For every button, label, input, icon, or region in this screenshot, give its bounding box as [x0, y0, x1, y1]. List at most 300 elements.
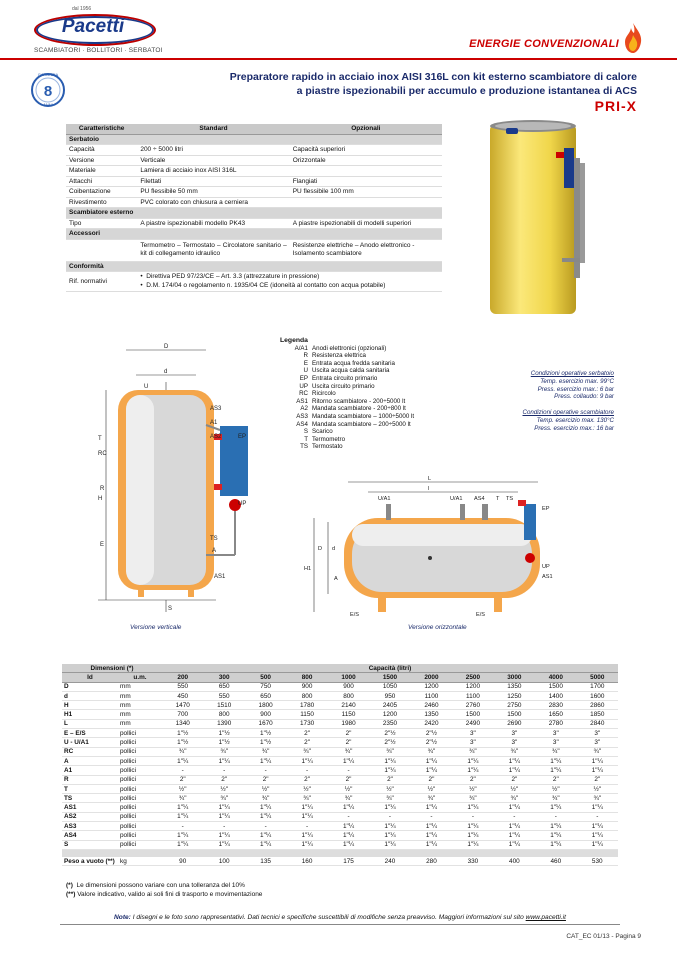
- dim-value: 2840: [577, 719, 618, 728]
- legend-item: [280, 398, 414, 406]
- brand-logo[interactable]: [28, 6, 163, 58]
- legend-title: Legenda: [280, 337, 308, 344]
- cell: Coibentazione: [66, 187, 137, 198]
- dim-value: -: [452, 812, 493, 821]
- legend-desc: Ritorno scambiatore - 200÷5000 lt: [312, 397, 406, 405]
- horizontal-caption: Versione orizzontale: [408, 624, 467, 631]
- dim-value: 1"¼: [535, 766, 576, 775]
- dim-value: 3": [535, 729, 576, 738]
- row-id: Peso a vuoto (**): [62, 857, 118, 866]
- features-section-row: [66, 134, 442, 145]
- dim-value: ¾": [577, 747, 618, 756]
- section-title: ENERGIE CONVENZIONALI: [469, 38, 619, 50]
- v-label-AS1: AS1: [214, 574, 226, 580]
- legend-item: [280, 367, 414, 375]
- features-section-row: [66, 208, 442, 219]
- cell: Flangiati: [290, 176, 442, 187]
- dim-value: 1"¼: [369, 840, 410, 849]
- cell: Verticale: [137, 155, 289, 166]
- dim-value: 2": [286, 775, 327, 784]
- dim-value: 1"¼: [494, 822, 535, 831]
- dim-value: 1"¼: [369, 803, 410, 812]
- dim-value: 3": [535, 738, 576, 747]
- legend-item: [280, 428, 414, 436]
- capacity-col: 2500: [452, 673, 493, 682]
- dim-value: 1"½: [245, 729, 286, 738]
- h-label-EP: EP: [542, 506, 550, 512]
- h-label-D: D: [318, 546, 323, 552]
- features-row: [66, 218, 442, 229]
- operating-conditions: [470, 370, 614, 433]
- features-table: [66, 124, 442, 292]
- dim-value: 2405: [369, 701, 410, 710]
- dim-value: 2": [577, 775, 618, 784]
- dim-value: -: [245, 822, 286, 831]
- dimensions-row: [62, 710, 618, 719]
- cell: Materiale: [66, 166, 137, 177]
- legend-key: AS3: [296, 412, 308, 420]
- dim-value: 1510: [203, 701, 244, 710]
- dim-value: 2140: [328, 701, 369, 710]
- rif-item: • D.M. 174/04 o regolamento n. 1935/04 CE (idoneità al contatto con acqua potabile): [140, 281, 386, 289]
- row-id: U - U/A1: [62, 738, 118, 747]
- dim-value: 3": [577, 738, 618, 747]
- capacity-header: Capacità (litri): [162, 664, 618, 673]
- v-label-TS: TS: [210, 536, 218, 542]
- dim-value: 550: [162, 682, 203, 691]
- v-label-EP: EP: [238, 434, 247, 440]
- legend-key: U: [303, 367, 308, 375]
- dim-value: 1"½: [203, 729, 244, 738]
- capacity-col: 1500: [369, 673, 410, 682]
- legend-key: A/A1: [294, 344, 308, 352]
- dim-value: 2"½: [369, 729, 410, 738]
- dim-value: 650: [203, 682, 244, 691]
- cell: Lamiera di acciaio inox AISI 316L: [137, 166, 289, 177]
- v-label-H: H: [98, 496, 103, 502]
- legend-item: [280, 360, 414, 368]
- dim-value: 1050: [369, 682, 410, 691]
- legend-desc: Mandata scambiatore – 200÷5000 lt: [312, 420, 411, 428]
- dim-value: ¾": [535, 747, 576, 756]
- dim-value: 1150: [328, 710, 369, 719]
- dim-value: 1600: [577, 691, 618, 700]
- dim-value: 3": [494, 729, 535, 738]
- v-label-A: A: [212, 548, 217, 554]
- dim-value: ½": [452, 784, 493, 793]
- dim-value: 1"½: [203, 738, 244, 747]
- dim-value: 1"¼: [328, 756, 369, 765]
- dim-value: ¾": [494, 747, 535, 756]
- legend-desc: Uscita circuito primario: [312, 382, 375, 390]
- dim-value: 90: [162, 857, 203, 866]
- dim-value: 1780: [286, 701, 327, 710]
- dim-value: ¾": [411, 747, 452, 756]
- row-id: L: [62, 719, 118, 728]
- dim-value: 1"¼: [452, 822, 493, 831]
- features-row: [66, 166, 442, 177]
- logo-text: Pacetti: [61, 16, 125, 37]
- dim-value: 1850: [577, 710, 618, 719]
- dim-value: 1500: [494, 710, 535, 719]
- cell: Tipo: [66, 218, 137, 229]
- dim-value: -: [203, 766, 244, 775]
- v-label-AS3: AS3: [210, 406, 222, 412]
- dim-value: 1980: [328, 719, 369, 728]
- dim-value: 240: [369, 857, 410, 866]
- dimensions-row: [62, 719, 618, 728]
- cell: [290, 197, 442, 208]
- dim-value: 1100: [452, 691, 493, 700]
- dim-value: ¾": [535, 794, 576, 803]
- legend-key: T: [304, 435, 308, 443]
- dim-value: 1"¼: [286, 840, 327, 849]
- dim-value: ¾": [452, 747, 493, 756]
- legend-key: A2: [300, 405, 308, 413]
- dim-value: 2"½: [411, 729, 452, 738]
- dim-value: 800: [203, 710, 244, 719]
- dim-value: ¾": [411, 794, 452, 803]
- dim-value: 2780: [535, 719, 576, 728]
- dim-value: 750: [245, 682, 286, 691]
- footnote-text: Valore indicativo, valido ai soli fini di trasporto e movimentazione: [77, 890, 263, 898]
- legend-item: [280, 352, 414, 360]
- features-section-row: [66, 261, 442, 272]
- dim-value: 1"½: [162, 729, 203, 738]
- dim-value: 2": [203, 775, 244, 784]
- dim-value: 2": [162, 775, 203, 784]
- dim-value: 100: [203, 857, 244, 866]
- dim-value: 1"¼: [162, 812, 203, 821]
- dim-value: 700: [162, 710, 203, 719]
- dimensions-row: [62, 857, 618, 866]
- dim-value: 1"¼: [203, 812, 244, 821]
- row-unit: mm: [118, 719, 162, 728]
- h-label-UA1-2: U/A1: [450, 496, 463, 502]
- website-link[interactable]: www.pacetti.it: [525, 914, 566, 921]
- dim-value: 1"¼: [494, 756, 535, 765]
- dim-value: ½": [328, 784, 369, 793]
- dim-value: ¾": [328, 794, 369, 803]
- dimensions-row: [62, 766, 618, 775]
- legend-key: RC: [299, 390, 308, 398]
- dim-value: 1"¼: [452, 766, 493, 775]
- dim-value: ½": [286, 784, 327, 793]
- legend-desc: Resistenza elettrica: [312, 352, 366, 360]
- dim-value: -: [369, 812, 410, 821]
- features-header: Opzionali: [290, 124, 442, 134]
- dimensions-row: [62, 691, 618, 700]
- h-label-AS4: AS4: [474, 496, 485, 502]
- cell: [66, 239, 137, 261]
- dimensions-table: [62, 664, 618, 866]
- dim-value: 1500: [452, 710, 493, 719]
- dim-value: 1"¼: [203, 840, 244, 849]
- cell: Orizzontale: [290, 155, 442, 166]
- dim-value: 1"½: [162, 738, 203, 747]
- header-divider: [0, 58, 677, 60]
- dim-value: ¾": [286, 747, 327, 756]
- dim-value: 1"¼: [328, 840, 369, 849]
- dim-value: 1200: [411, 682, 452, 691]
- dim-value: 1340: [162, 719, 203, 728]
- legend-key: UP: [299, 382, 308, 390]
- dim-value: 1"¼: [162, 840, 203, 849]
- dim-value: -: [411, 812, 452, 821]
- exchanger-conditions-title: Condizioni operative scambiatore: [522, 409, 614, 417]
- row-unit: mm: [118, 710, 162, 719]
- row-unit: pollici: [118, 822, 162, 831]
- dim-value: 1"¼: [162, 756, 203, 765]
- spacer-cell: [62, 849, 618, 857]
- dim-value: 1"¼: [452, 831, 493, 840]
- dim-value: 800: [328, 691, 369, 700]
- legend: [280, 337, 414, 451]
- dim-value: -: [535, 812, 576, 821]
- footnote-mark: (**): [66, 890, 76, 898]
- dim-value: 2": [328, 775, 369, 784]
- dim-value: 3": [577, 729, 618, 738]
- dim-value: 2"½: [411, 738, 452, 747]
- v-label-AS2: AS2: [210, 434, 222, 440]
- features-row: [66, 197, 442, 208]
- warranty-badge: [30, 68, 66, 112]
- features-row: [66, 145, 442, 156]
- row-unit: pollici: [118, 784, 162, 793]
- dim-value: 3": [494, 738, 535, 747]
- dim-value: 2460: [411, 701, 452, 710]
- dim-value: 1"¼: [452, 840, 493, 849]
- row-unit: pollici: [118, 831, 162, 840]
- dim-value: 1"¼: [245, 831, 286, 840]
- legend-item: [280, 383, 414, 391]
- cell: Rivestimento: [66, 197, 137, 208]
- h-label-l: l: [428, 486, 430, 492]
- dim-value: 1"¼: [286, 756, 327, 765]
- dim-value: 1"¼: [245, 840, 286, 849]
- dim-value: -: [328, 766, 369, 775]
- row-id: H1: [62, 710, 118, 719]
- dim-value: 1"¼: [535, 840, 576, 849]
- dim-value: -: [245, 766, 286, 775]
- legend-key: EP: [299, 374, 308, 382]
- dim-value: 1"¼: [411, 840, 452, 849]
- dim-value: 2690: [494, 719, 535, 728]
- legend-desc: Termometro: [312, 435, 346, 443]
- vertical-diagram: [88, 330, 278, 630]
- dim-value: 3": [452, 729, 493, 738]
- dim-value: 1"¼: [369, 831, 410, 840]
- legend-desc: Mandata scambiatore - 200÷800 lt: [312, 405, 406, 413]
- dim-value: 1500: [535, 682, 576, 691]
- row-id: S: [62, 840, 118, 849]
- logo-since: dal 1956: [72, 6, 92, 12]
- cell: Filettati: [137, 176, 289, 187]
- capacity-col: 4000: [535, 673, 576, 682]
- section-scambiatore: Scambiatore esterno: [66, 208, 442, 219]
- h-label-T: T: [496, 496, 500, 502]
- dimensions-row: [62, 812, 618, 821]
- flame-icon: [622, 22, 644, 54]
- cell-accessori-std: Termometro – Termostato – Circolatore sanitario – kit di collegamento idraulico: [137, 239, 289, 261]
- capacity-col: 5000: [577, 673, 618, 682]
- row-unit: kg: [118, 857, 162, 866]
- tank-condition: Press. collaudo: 9 bar: [554, 393, 614, 401]
- dim-value: ¾": [245, 747, 286, 756]
- dim-value: 1"¼: [577, 803, 618, 812]
- v-label-E: E: [100, 542, 105, 548]
- product-code: PRI-X: [594, 98, 637, 114]
- dim-value: ¾": [369, 794, 410, 803]
- dim-value: 1250: [494, 691, 535, 700]
- row-id: E – E/S: [62, 729, 118, 738]
- row-unit: pollici: [118, 794, 162, 803]
- dim-value: 2": [369, 775, 410, 784]
- rif-2: D.M. 174/04 o regolamento n. 1935/04 CE (idoneità al contatto con acqua potabile): [146, 281, 386, 289]
- dim-value: 2830: [535, 701, 576, 710]
- capacity-col: 200: [162, 673, 203, 682]
- footnote: [66, 891, 262, 900]
- cell: PU flessibile 100 mm: [290, 187, 442, 198]
- dim-value: ¾": [203, 747, 244, 756]
- note-text: I disegni e le foto sono rappresentativi. Dati tecnici e specifiche suscettibili di modifiche senza preavviso. Maggiori informazioni sul sito: [132, 914, 524, 921]
- dim-value: 1"¼: [203, 831, 244, 840]
- dim-value: 1400: [535, 691, 576, 700]
- dim-value: 1"¼: [494, 831, 535, 840]
- dim-value: 1"¼: [369, 822, 410, 831]
- dim-value: 2490: [452, 719, 493, 728]
- dim-value: 1"¼: [203, 803, 244, 812]
- product-title-line1: Preparatore rapido in acciaio inox AISI 316L con kit esterno scambiatore di calore: [229, 71, 637, 83]
- h-label-ES-2: E/S: [476, 612, 486, 618]
- dim-value: 1"¼: [328, 831, 369, 840]
- dim-value: 2350: [369, 719, 410, 728]
- dim-value: 1"¼: [535, 803, 576, 812]
- dim-value: -: [286, 822, 327, 831]
- v-label-S: S: [168, 606, 173, 612]
- table-spacer: [62, 849, 618, 857]
- dim-value: ½": [494, 784, 535, 793]
- row-id: D: [62, 682, 118, 691]
- row-unit: pollici: [118, 840, 162, 849]
- legend-key: TS: [300, 443, 308, 451]
- cell: PVC colorato con chiusura a cerniera: [137, 197, 289, 208]
- warranty-unit: ANNI: [43, 102, 53, 107]
- legend-desc: Scarico: [312, 428, 333, 436]
- dim-value: 1150: [286, 710, 327, 719]
- row-id: RC: [62, 747, 118, 756]
- dimensions-row: [62, 803, 618, 812]
- h-label-A: A: [334, 576, 338, 582]
- legend-item: [280, 436, 414, 444]
- dimensions-row: [62, 701, 618, 710]
- row-id: AS4: [62, 831, 118, 840]
- dim-value: 900: [245, 710, 286, 719]
- tank-conditions-title: Condizioni operative serbatoio: [530, 370, 614, 377]
- dim-value: 2": [328, 729, 369, 738]
- dim-value: 1"¼: [452, 756, 493, 765]
- dim-value: 900: [328, 682, 369, 691]
- row-unit: mm: [118, 701, 162, 710]
- cell-accessori-opt: Resistenze elettriche – Anodo elettronico - Isolamento scambiatore: [290, 239, 442, 261]
- dim-value: 1670: [245, 719, 286, 728]
- dim-value: ½": [411, 784, 452, 793]
- dim-value: -: [162, 822, 203, 831]
- dim-value: ½": [245, 784, 286, 793]
- section-serbatoio: Serbatoio: [66, 134, 442, 145]
- dim-value: 2": [535, 775, 576, 784]
- dimensions-header: Dimensioni (*): [62, 664, 162, 673]
- dim-value: 800: [286, 691, 327, 700]
- dim-value: 400: [494, 857, 535, 866]
- dim-value: 2750: [494, 701, 535, 710]
- warranty-years: 8: [43, 83, 53, 100]
- legend-item: [280, 413, 414, 421]
- dim-value: ¾": [494, 794, 535, 803]
- dim-value: ¾": [162, 747, 203, 756]
- dim-value: ¾": [203, 794, 244, 803]
- row-id: AS2: [62, 812, 118, 821]
- dim-value: 1"¼: [245, 756, 286, 765]
- dim-value: 1"¼: [286, 831, 327, 840]
- row-unit: pollici: [118, 729, 162, 738]
- features-header: Standard: [137, 124, 289, 134]
- legend-desc: Entrata circuito primario: [312, 374, 378, 382]
- dimensions-row: [62, 831, 618, 840]
- exchanger-condition: Temp. esercizio max. 130°C: [536, 416, 614, 424]
- v-label-UP: UP: [238, 501, 247, 507]
- h-label-d: d: [332, 546, 336, 552]
- cell-rif-label: Rif. normativi: [66, 272, 137, 292]
- cell: Capacità superiori: [290, 145, 442, 156]
- dim-value: 1350: [411, 710, 452, 719]
- dim-value: 900: [286, 682, 327, 691]
- row-id: R: [62, 775, 118, 784]
- row-unit: pollici: [118, 803, 162, 812]
- horizontal-diagram: [298, 470, 578, 620]
- product-photo: [486, 118, 616, 318]
- legend-desc: Mandata scambiatore – 1000÷5000 lt: [312, 412, 415, 420]
- dim-value: 3": [452, 738, 493, 747]
- dim-value: 1"¼: [577, 840, 618, 849]
- dim-value: -: [577, 812, 618, 821]
- legend-desc: Ricircolo: [312, 390, 336, 398]
- dim-value: ½": [203, 784, 244, 793]
- cell: A piastre ispezionabili modello PK43: [137, 218, 289, 229]
- warranty-word: GARANZIA: [37, 72, 59, 77]
- dim-value: 1390: [203, 719, 244, 728]
- dim-value: ¾": [286, 794, 327, 803]
- legend-desc: Uscita acqua calda sanitaria: [312, 367, 390, 375]
- dim-value: 1"¼: [286, 803, 327, 812]
- features-row: [66, 155, 442, 166]
- dim-value: 1"½: [245, 738, 286, 747]
- cell-rif: [137, 272, 442, 292]
- dim-value: 450: [162, 691, 203, 700]
- dim-value: ¾": [369, 747, 410, 756]
- dim-value: 2": [452, 775, 493, 784]
- dim-value: ¾": [328, 747, 369, 756]
- dim-value: 650: [245, 691, 286, 700]
- dim-value: 2": [411, 775, 452, 784]
- dim-value: 2": [286, 738, 327, 747]
- cell: Attacchi: [66, 176, 137, 187]
- dim-value: 1800: [245, 701, 286, 710]
- dimensions-row: [62, 775, 618, 784]
- dim-value: 1"¼: [286, 812, 327, 821]
- row-id: AS3: [62, 822, 118, 831]
- dim-value: 1"¼: [577, 822, 618, 831]
